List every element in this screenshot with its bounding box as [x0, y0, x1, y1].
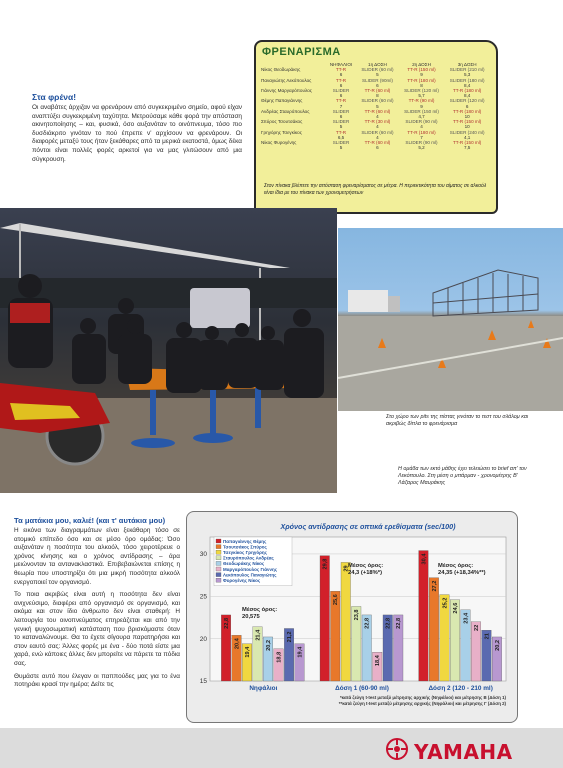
- braking-table-cell: [260, 145, 326, 150]
- chart-legend-label: Φυρογένης Νίκος: [223, 578, 261, 583]
- chart-legend-swatch: [216, 567, 221, 571]
- table-leg: [210, 390, 216, 435]
- chart-y-tick-label: 20: [199, 635, 207, 643]
- braking-table-value: 4,7: [418, 114, 425, 120]
- chart-annotation: Μέσος όρος:: [438, 563, 474, 569]
- chart-value-label: 22: [473, 624, 480, 631]
- chart-legend-label: Τσεγκίκος Γρηγόρης: [223, 550, 267, 555]
- braking-table-cell: SLIDER: [332, 140, 350, 146]
- braking-table-value: 4,1: [463, 134, 471, 140]
- chart-value-label: 20,2: [266, 639, 273, 651]
- braking-table-value: 6: [339, 82, 343, 88]
- table-leg: [255, 388, 261, 428]
- hands-text-block: [14, 516, 180, 690]
- braking-table-cell: TT-R (60 ml): [364, 140, 391, 146]
- braking-table-value: 7: [420, 134, 423, 140]
- braking-table-value: 5: [376, 103, 379, 109]
- chart-bar: [341, 562, 351, 681]
- braking-table-row: [260, 88, 490, 93]
- chart-legend-swatch: [216, 573, 221, 577]
- braking-table-cell: TT-R (90 ml): [408, 98, 435, 104]
- grandstand: [433, 270, 538, 316]
- brake-body: Οι αναβάτες άρχιζαν να φρενάρουν από συγκεκριμένο σημείο, αφού είχαν αναπτύξει συγκεκριμένη ταχύτητα. Μετρούσαμε κάθε φορά την απόσταση ακινητοποίησης – και, φυσικά, όσο αυξανόταν το οινόπνευμα, τόσο πιο δυσδιάκριτο γινόταν το πού έπρεπε ν' αρχίσουν να φρενάρουν. Οι διαφορές μεταξύ τους ήταν ξεκάθαρες από τα μερικά εκατοστά, όμως δέκα πόντοι είναι πολλές φορές αρκετοί για να μας γλιτώσουν από μια σύγκρουση.: [32, 104, 242, 163]
- braking-table-header-cell: 2η ΔΟΣΗ: [412, 62, 431, 67]
- braking-table-value: 4: [376, 124, 379, 130]
- chart-footnote: **κατά ζεύγη t-test μεταξύ μέτρησης αρχικής (Νηφάλιοι) και μέτρησης Γ (Δόση 2): [338, 701, 506, 706]
- chart-value-label: 23,8: [354, 609, 361, 621]
- braking-table-cell: TT-R (150 ml): [452, 140, 482, 146]
- chart-value-label: 23,4: [463, 612, 470, 624]
- chart-bar: [419, 551, 429, 681]
- braking-table-value: 10: [464, 124, 470, 130]
- chart-y-tick-label: 25: [199, 593, 207, 601]
- table-leg: [150, 390, 156, 435]
- braking-table-cell: TT-R (60 ml): [364, 88, 391, 94]
- braking-table-value: 5: [339, 145, 343, 151]
- chart-legend-swatch: [216, 545, 221, 549]
- chart-value-label: 21,4: [255, 629, 262, 641]
- chart-value-label: 30,4: [421, 553, 428, 565]
- chart-annotation-value: 24,35 (+18,34%**): [438, 570, 486, 576]
- chart-value-label: 25,6: [333, 594, 340, 606]
- yamaha-brand: YAMAHA: [414, 740, 513, 764]
- chart-legend-swatch: [216, 539, 221, 543]
- chart-value-label: 27,2: [431, 580, 438, 592]
- awning-roof: [0, 223, 290, 268]
- braking-table-value: 6: [376, 82, 379, 88]
- braking-table-cell: SLIDER (60 ml): [361, 67, 394, 73]
- team-caption: Η ομάδα των εκτό μάθης έχει τελειώσει το brief απ' τον Λεκόπουλο. Στη μέση ο μπάρμαν - χρονομέτρης Β' Λάζαρος Μαυράκης: [398, 466, 527, 486]
- braking-table-cell: TT-R (150 ml): [407, 67, 436, 73]
- chart-legend-label: Τσουτσάκος Σπύρος: [223, 544, 267, 550]
- braking-table-value: 4: [376, 134, 379, 140]
- chart-legend-swatch: [216, 578, 221, 582]
- pits-photo-image: [338, 228, 563, 411]
- chart-value-label: 19,4: [297, 646, 304, 658]
- chart-value-label: 22,8: [396, 617, 403, 629]
- chart-legend-label: Λεκόπουλος Παναγιώτης: [223, 572, 277, 578]
- braking-table-cell: SLIDER (90 ml): [405, 140, 438, 146]
- braking-table-cell: TT-R: [335, 129, 347, 135]
- braking-table-cell: SLIDER: [332, 119, 350, 125]
- chart-bar: [429, 578, 439, 681]
- braking-table-value: 7,5: [463, 145, 471, 151]
- van: [190, 288, 250, 328]
- yamaha-logo-icon: [385, 737, 409, 761]
- team-photo: [0, 208, 337, 493]
- braking-table: [260, 62, 490, 150]
- truck-cab: [388, 296, 400, 312]
- chart-annotation-value: 20,575: [242, 614, 260, 620]
- braking-table-cell: SLIDER: [332, 108, 350, 114]
- chart-value-label: 22,8: [364, 617, 371, 629]
- chart-y-tick-label: 30: [199, 551, 207, 559]
- braking-table-cell: TT-R (180 ml): [452, 88, 482, 94]
- braking-table-header-cell: 1η ΔΟΣΗ: [368, 62, 387, 67]
- chart-value-label: 18,4: [375, 655, 382, 667]
- braking-table-value: 8,4: [463, 82, 471, 88]
- chart-value-label: 19,4: [245, 646, 252, 658]
- chart-value-label: 20,4: [234, 638, 241, 650]
- braking-table-row: [260, 119, 490, 124]
- team-photo-image: [0, 208, 337, 493]
- braking-table-cell: SLIDER (240 ml): [449, 129, 485, 135]
- braking-table-value: 6: [339, 72, 343, 78]
- braking-table-header-cell: 3η ΔΟΣΗ: [457, 62, 477, 67]
- braking-table-cell: TT-R (180 ml): [407, 129, 436, 135]
- chart-legend-label: Θεοδωράκης Νίκος: [223, 561, 265, 567]
- braking-table-cell: Παναγιώτης Λεκόπουλος: [261, 77, 312, 83]
- chart-annotation-value: 24,3 (+18%*): [348, 570, 382, 576]
- braking-table-row: [260, 109, 490, 114]
- braking-table-value-row: [260, 145, 490, 150]
- chart-value-label: 18,8: [276, 651, 283, 663]
- braking-table-value: 8: [376, 93, 379, 99]
- chart-value-label: 29,8: [322, 558, 329, 570]
- braking-table-value: 5,3: [463, 72, 471, 78]
- chart-y-tick-label: 15: [199, 678, 207, 686]
- chart-category-label: Δόση 1 (60-90 ml): [335, 685, 389, 692]
- chart-footnote: *κατά ζεύγη t-test μεταξύ μέτρησης αρχικής (Νηφάλιοι) και μέτρησης Β (Δόση 1): [339, 695, 506, 700]
- braking-table-cell: Νίκος Φυρογένης: [261, 140, 297, 146]
- braking-table-value: 8: [420, 82, 423, 88]
- braking-table-row: [260, 98, 490, 103]
- pits-photo: [338, 228, 563, 411]
- chart-value-label: 21: [484, 633, 491, 640]
- braking-table-cell: Σπύρος Τσουτσάκος: [261, 119, 303, 125]
- braking-table-value: 5: [339, 124, 343, 130]
- braking-table-cell: SLIDER (180 ml): [449, 77, 485, 83]
- braking-table-cell: SLIDER (210 ml): [449, 67, 485, 73]
- braking-table-cell: SLIDER (60 ml): [361, 129, 394, 135]
- hands-p1: Η εικόνα των διαγραμμάτων είναι ξεκάθαρη τόσο σε ατομικό επίπεδο όσο και σε μέσο όρο ομάδας: Όσο αυξανόταν η ποσότητα του αλκοόλ, τόσο χειροτέρευε ο χρόνος κίνησης και ο χρόνος αντίδρασης – άρα μειώνονταν τα αντανακλαστικά. Επιβεβαιώνεται επίσης η θεωρία που υποστηρίζει ότι μια μικρή ποσότητα αλκοόλ ενεργοποιεί τον οργανισμό.: [14, 527, 180, 586]
- table-base: [193, 433, 233, 443]
- braking-table-cell: SLIDER (90 ml): [405, 119, 438, 125]
- braking-table-header-cell: ΝΗΦΑΛΙΟΙ: [329, 62, 353, 67]
- hands-p3: Θυμάστε αυτό που έλεγαν οι παππούδες μας για το ένα ποτηράκι κρασί την ημέρα; Δείτε τις: [14, 672, 180, 689]
- braking-table-cell: SLIDER (90ml): [362, 77, 393, 83]
- braking-table-cell: TT-R (180 ml): [407, 77, 436, 83]
- braking-table-cell: TT-R: [335, 77, 347, 83]
- hands-p2: Το ποια ακριβώς είναι αυτή η ποσότητα δεν είναι ανιχνεύσιμο, διαφέρει από οργανισμό σε οργανισμό, και ακόμα και στον ίδιο άνθρωπο δεν είναι σταθερή: Η λειτουργία του οινοπνεύματος επηρεάζεται και από την γενική ψυχοσωματική κατάσταση που βρισκόμαστε όταν το καταναλώνουμε. Θα το έχετε σίγουρα παρατηρήσει και στον εαυτό σας: Άλλες φορές με ένα - δύο ποτά είστε μια χαρά, ενώ κάποιες άλλες δεν μπορείτε να πάρετε τα πόδια σας.: [14, 591, 180, 667]
- braking-table-value: 7: [339, 103, 343, 109]
- chart-annotation: Μέσος όρος:: [348, 563, 384, 569]
- chart-value-label: 22,8: [224, 617, 231, 629]
- chart-legend-label: Σταυρόπουλος Ανδρέας: [223, 555, 274, 561]
- braking-table-row: [260, 130, 490, 135]
- pits-caption: Στο χώρο των pits της πίστας γινόταν το τεστ του σλάλομ και ακριβώς δίπλα το φρενάρισμα: [386, 414, 529, 427]
- braking-table-value: 5,2: [418, 145, 425, 151]
- chart-category-label: Νηφάλιοι: [249, 685, 278, 692]
- chart-value-label: 22,8: [385, 617, 392, 629]
- reaction-chart: [186, 511, 516, 721]
- braking-table-cell: SLIDER (60 ml): [361, 98, 394, 104]
- braking-table-value: 4: [420, 124, 423, 130]
- chart-value-label: 25,2: [442, 597, 449, 609]
- hands-heading: Τα ματάκια μου, καλιέ! (και τ' αυτάκια μου): [14, 516, 166, 525]
- braking-table-value: 6: [465, 103, 469, 109]
- braking-table-title: ΦΡΕΝΑΡΙΣΜΑ: [262, 46, 341, 58]
- braking-table-row: [260, 67, 490, 72]
- braking-table-cell: Γιάννης Μαργαρόπουλος: [261, 88, 312, 94]
- braking-table-cell: Ανδρέας Σταυρόπουλος: [261, 108, 310, 114]
- braking-table-cell: TT-R (150 ml): [452, 119, 482, 125]
- braking-table-cell: Νίκος Θεοδωράκης: [261, 67, 301, 73]
- chart-value-label: 21,2: [287, 631, 294, 643]
- chart-bar: [320, 556, 330, 681]
- braking-table-cell: SLIDER (120 ml): [404, 88, 439, 94]
- chart-legend-swatch: [216, 556, 221, 560]
- braking-table-cell: TT-R: [335, 98, 347, 104]
- chart-category-label: Δόση 2 (120 - 210 ml): [428, 685, 493, 692]
- braking-table-value: 9: [420, 72, 423, 78]
- braking-table-value: 6: [339, 93, 343, 99]
- braking-table-cell: TT-R (180 ml): [452, 108, 482, 114]
- braking-table-value: 5,7: [418, 93, 425, 99]
- braking-table-value: 6: [376, 145, 379, 151]
- braking-table-value: 6: [339, 114, 343, 120]
- braking-table-value: 6,5: [337, 134, 345, 140]
- red-jacket: [10, 303, 50, 323]
- braking-table-cell: TT-R (30 ml): [364, 119, 391, 125]
- chart-legend-label: Παπαγιάννης Θέμης: [223, 538, 267, 544]
- braking-table-cell: Γρηγόρης Τσεγκίκος: [261, 129, 302, 135]
- brake-text-block: [32, 92, 242, 164]
- chart-legend-swatch: [216, 550, 221, 554]
- braking-table-value: 10: [464, 114, 470, 120]
- chart-value-label: 20,2: [494, 639, 501, 651]
- braking-table-value: 5: [376, 72, 379, 78]
- braking-table-cell: TT-R (60 ml): [364, 108, 391, 114]
- truck: [348, 290, 388, 312]
- asphalt: [338, 316, 563, 411]
- chart-legend-label: Μαργαρόπουλος Γιάννης: [223, 566, 278, 572]
- chart-title: Χρόνος αντίδρασης σε οπτικά ερεθίσματα (sec/100): [280, 522, 456, 531]
- chart-legend-swatch: [216, 561, 221, 565]
- chart-annotation: Μέσος όρος:: [242, 607, 278, 613]
- braking-table-value: 8,4: [463, 93, 471, 99]
- brake-heading: Στα φρένα!: [32, 92, 77, 102]
- braking-table-cell: SLIDER (120 ml): [449, 98, 485, 104]
- braking-table-value: 9: [420, 103, 423, 109]
- braking-table-cell: TT-R: [335, 67, 347, 73]
- chart-value-label: 24,6: [452, 602, 459, 614]
- braking-table-row: [260, 140, 490, 145]
- braking-table-cell: SLIDER: [332, 88, 350, 94]
- braking-table-value: 4: [376, 114, 379, 120]
- braking-table-caption: Στον πίνακα βλέπετε την απόσταση φρεναρίσματος σε μέτρα. Η περιεκτικότητα του αίματος σε αλκοόλ είναι ίδια με του πίνακα των χρονομετρήσεων: [264, 183, 487, 196]
- braking-table-cell: SLIDER (150 ml): [404, 108, 439, 114]
- chart-value-label: 29: [343, 565, 350, 572]
- table-base: [131, 438, 175, 448]
- braking-table-cell: Θέμης Παπαγιάννης: [261, 98, 303, 104]
- braking-table-row: [260, 78, 490, 83]
